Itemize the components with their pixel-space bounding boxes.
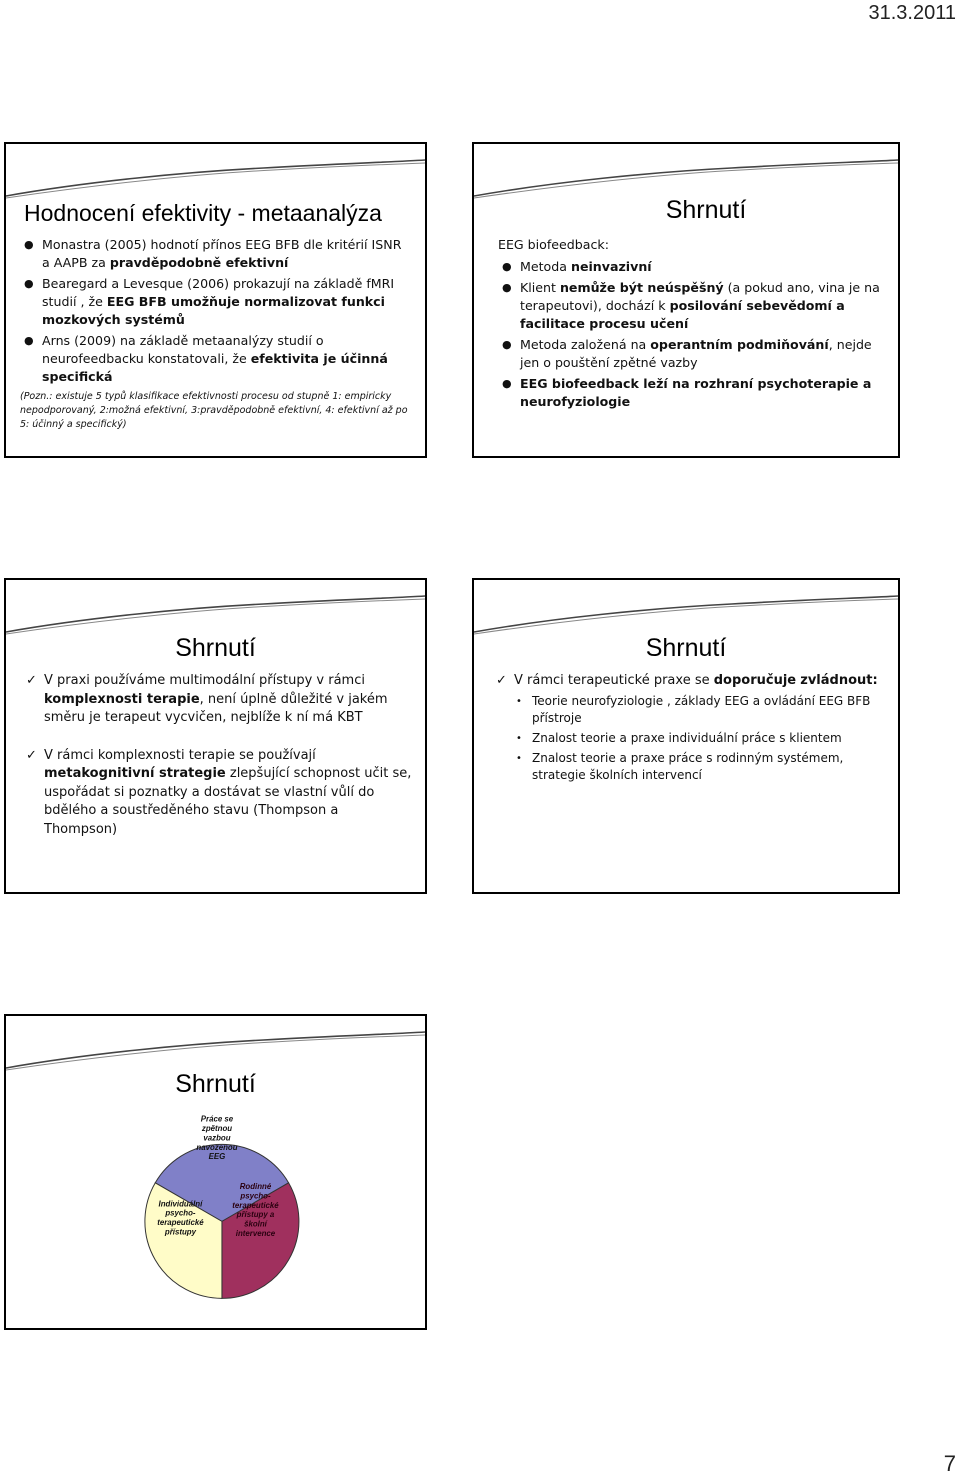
list-item: ● Klient nemůže být neúspěšný (a pokud ano, vina je na terapeutovi), dochází k posilování sebevědomí a facilitace procesu učení (502, 280, 880, 331)
slide-content (20, 236, 413, 432)
bullet-list (22, 672, 413, 728)
pie-chart (6, 1016, 425, 1328)
bullet-list (20, 236, 413, 386)
header-date: 31.3.2011 (868, 2, 956, 24)
section-heading: EEG biofeedback: (498, 237, 609, 252)
slide-4 (472, 578, 900, 894)
list-item: ● Monastra (2005) hodnotí přínos EEG BFB dle kritérií ISNR a AAPB za pravděpodobně efektivní (24, 237, 402, 270)
slide-content (22, 672, 413, 842)
sub-list-item: • Znalost teorie a praxe práce s rodinným systémem, strategie školních intervencí (516, 751, 844, 782)
list-item: ● Bearegard a Levesque (2006) prokazují na základě fMRI studií , že EEG BFB umožňuje normalizovat funkci mozkových systémů (24, 276, 395, 327)
slide-5 (4, 1014, 427, 1330)
slide-swoosh-decoration (474, 588, 898, 638)
slide-swoosh-decoration (6, 152, 425, 202)
checkmark-icon: ✓ (26, 747, 37, 763)
slide-swoosh-decoration (474, 152, 898, 202)
slide-title: Shrnutí (665, 196, 747, 224)
bullet-dot-icon: ● (502, 281, 512, 294)
sub-list-item: • Znalost teorie a praxe individuální práce s klientem (516, 731, 842, 745)
slide-title: Shrnutí (175, 1070, 256, 1098)
pie-slice-label: Rodinné psycho-terapeutické přístupy a školní intervence (232, 1182, 279, 1238)
bullet-dot-icon: ● (24, 334, 34, 347)
slide-title: Hodnocení efektivity - metaanalýza (24, 200, 382, 226)
list-item: ● EEG biofeedback leží na rozhraní psychoterapie a neurofyziologie (502, 376, 872, 409)
bullet-list (492, 672, 886, 690)
bullet-dot-icon: • (516, 696, 522, 707)
sub-list-item: • Teorie neurofyziologie , základy EEG a ovládání EEG BFB přístroje (516, 694, 871, 725)
pie-slice-label: Individuální psycho-terapeutické přístupy (157, 1199, 204, 1237)
page-number: 7 (943, 1451, 956, 1476)
checkmark-icon: ✓ (26, 673, 37, 688)
list-item: ✓ V rámci terapeutické praxe se doporučuje zvládnout: (496, 673, 878, 688)
pie-slice-label: Práce se zpětnou vazbou navozenou EEG (196, 1114, 238, 1162)
bullet-dot-icon: ● (502, 377, 512, 390)
slide-swoosh-decoration (6, 588, 425, 638)
bullet-dot-icon: ● (502, 260, 512, 273)
slide-title: Shrnutí (645, 634, 727, 662)
slide-3 (4, 578, 427, 894)
bullet-dot-icon: • (516, 733, 522, 744)
note-text: (Pozn.: existuje 5 typů klasifikace efektivnosti procesu od stupně 1: empiricky nepodporovaný, 2:možná efektivní, 3:pravděpodobně efektivní, 4: efektivní až po 5: účinný a specifický) (20, 391, 408, 430)
slide-1 (4, 142, 427, 458)
sub-bullet-list (514, 693, 886, 784)
slide-2 (472, 142, 900, 458)
list-item: ✓ V rámci komplexnosti terapie se používají metakognitivní strategie zlepšující schopnost učit se, uspořádat si poznatky a dostávat se vlastní vůlí do bdělého a soustředěného stavu (Thompson a Thompson) (26, 747, 412, 837)
slide-content (498, 236, 886, 414)
bullet-dot-icon: ● (502, 338, 512, 351)
checkmark-icon: ✓ (496, 673, 507, 688)
slide-content (492, 672, 886, 787)
bullet-list (498, 258, 886, 411)
list-item: ● Arns (2009) na základě metaanalýzy studií o neurofeedbacku konstatovali, že efektivita je účinná specifická (24, 333, 388, 384)
list-item: ● Metoda založená na operantním podmiňování, nejde jen o pouštění zpětné vazby (502, 337, 872, 370)
bullet-list (22, 747, 413, 840)
slide-title: Shrnutí (175, 634, 256, 662)
bullet-dot-icon: ● (24, 238, 34, 251)
bullet-dot-icon: • (516, 753, 522, 764)
list-item: ✓ V praxi používáme multimodální přístupy v rámci komplexnosti terapie, není úplně důležité v jakém směru je terapeut vycvičen, nejblíže k ní má KBT (26, 673, 388, 725)
bullet-dot-icon: ● (24, 277, 34, 290)
list-item: ● Metoda neinvazivní (502, 259, 652, 274)
